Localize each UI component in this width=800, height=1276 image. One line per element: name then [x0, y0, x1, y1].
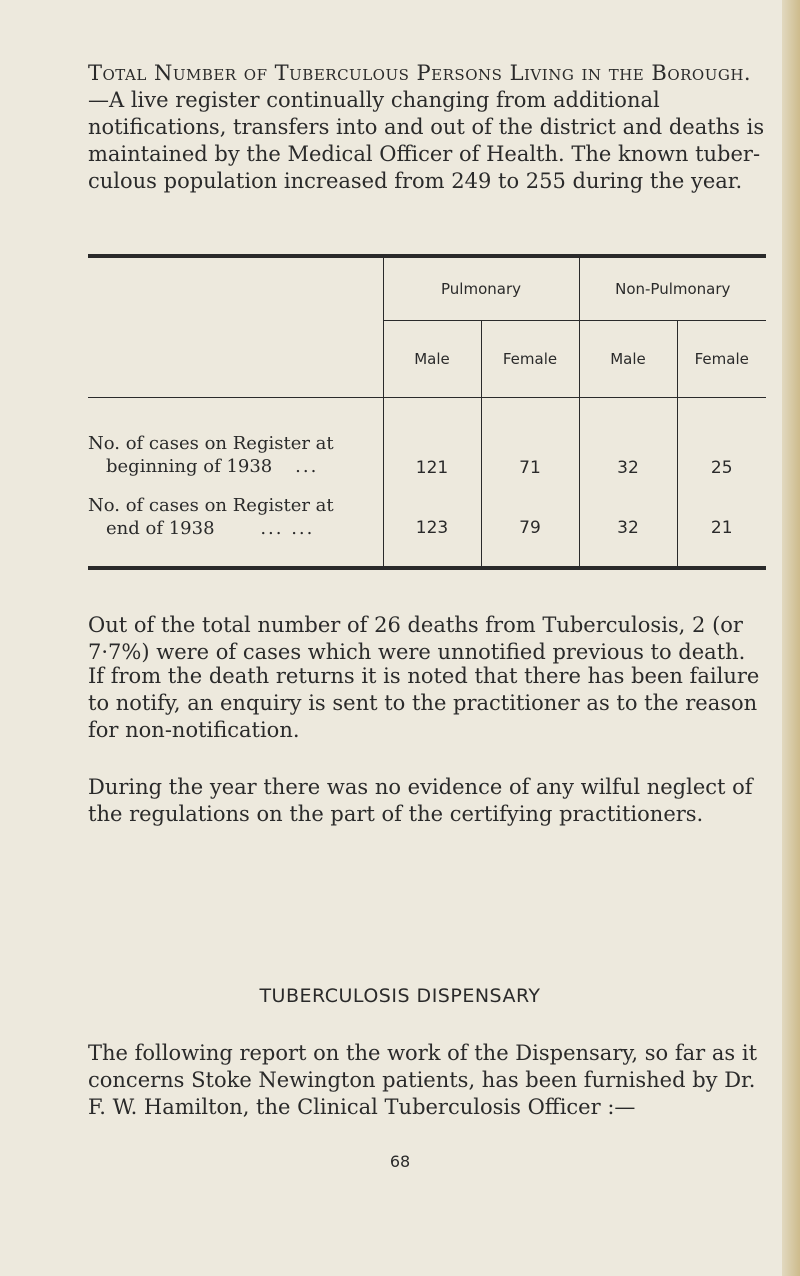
table-row [88, 478, 766, 540]
row-label [88, 398, 383, 479]
dispensary-paragraph: The following report on the work of the Dispensary, so far as it concerns Stoke Newington patients, has been furnished by Dr. F. W. Hamilton, the Clinical Tuberculosis Officer :— [88, 1041, 758, 1119]
cell-non-pulmonary-female: 21 [677, 478, 766, 540]
subheader-pulmonary-female: Female [481, 321, 579, 398]
spacer-cell [383, 540, 481, 568]
notification-paragraph: If from the death returns it is noted that there has been failure to notify, an enquiry is sent to the practitioner as to the reason for non-notification. [88, 664, 760, 742]
spacer-cell [481, 540, 579, 568]
section-heading: Total Number of Tuberculous Persons Living in the Borough. [88, 61, 752, 85]
group-header-pulmonary: Pulmonary [383, 256, 579, 321]
row-label-line2: beginning of 1938 ... [106, 456, 319, 477]
cell-non-pulmonary-male: 32 [579, 478, 677, 540]
tuberculosis-register-table [88, 254, 766, 570]
subheader-non-pulmonary-female: Female [677, 321, 766, 398]
deaths-paragraph: Out of the total number of 26 deaths from Tuberculosis, 2 (or 7·7%) were of cases which were unnotified previous to death. [88, 613, 746, 664]
intro-paragraph [88, 60, 768, 195]
subheader-non-pulmonary-male: Male [579, 321, 677, 398]
row-label-line1: No. of cases on Register at [88, 433, 334, 454]
row-label-line2: end of 1938 ... ... [106, 518, 315, 539]
page-edge [782, 0, 800, 1276]
cell-pulmonary-female: 79 [481, 478, 579, 540]
row-label-line1: No. of cases on Register at [88, 495, 334, 516]
spacer-cell [88, 540, 383, 568]
cell-pulmonary-male: 123 [383, 478, 481, 540]
subheader-pulmonary-male: Male [383, 321, 481, 398]
dispensary-heading: TUBERCULOSIS DISPENSARY [259, 985, 541, 1007]
cell-pulmonary-female: 71 [481, 398, 579, 479]
cell-non-pulmonary-female: 25 [677, 398, 766, 479]
group-header-non-pulmonary: Non-Pulmonary [579, 256, 766, 321]
cell-pulmonary-male: 121 [383, 398, 481, 479]
header-blank-2 [88, 321, 383, 398]
page-number: 68 [389, 1152, 411, 1171]
row-label [88, 478, 383, 540]
intro-text: —A live register continually changing from additional notifications, transfers into and out of the district and deaths is maintained by the Medical Officer of Health. The known tuber- culous population increased from 249 to 255 during the year. [88, 88, 765, 193]
spacer-cell [677, 540, 766, 568]
cell-non-pulmonary-male: 32 [579, 398, 677, 479]
spacer-cell [579, 540, 677, 568]
table-row [88, 398, 766, 479]
neglect-paragraph: During the year there was no evidence of any wilful neglect of the regulations on the part of the certifying practitioners. [88, 775, 753, 826]
header-blank [88, 256, 383, 321]
